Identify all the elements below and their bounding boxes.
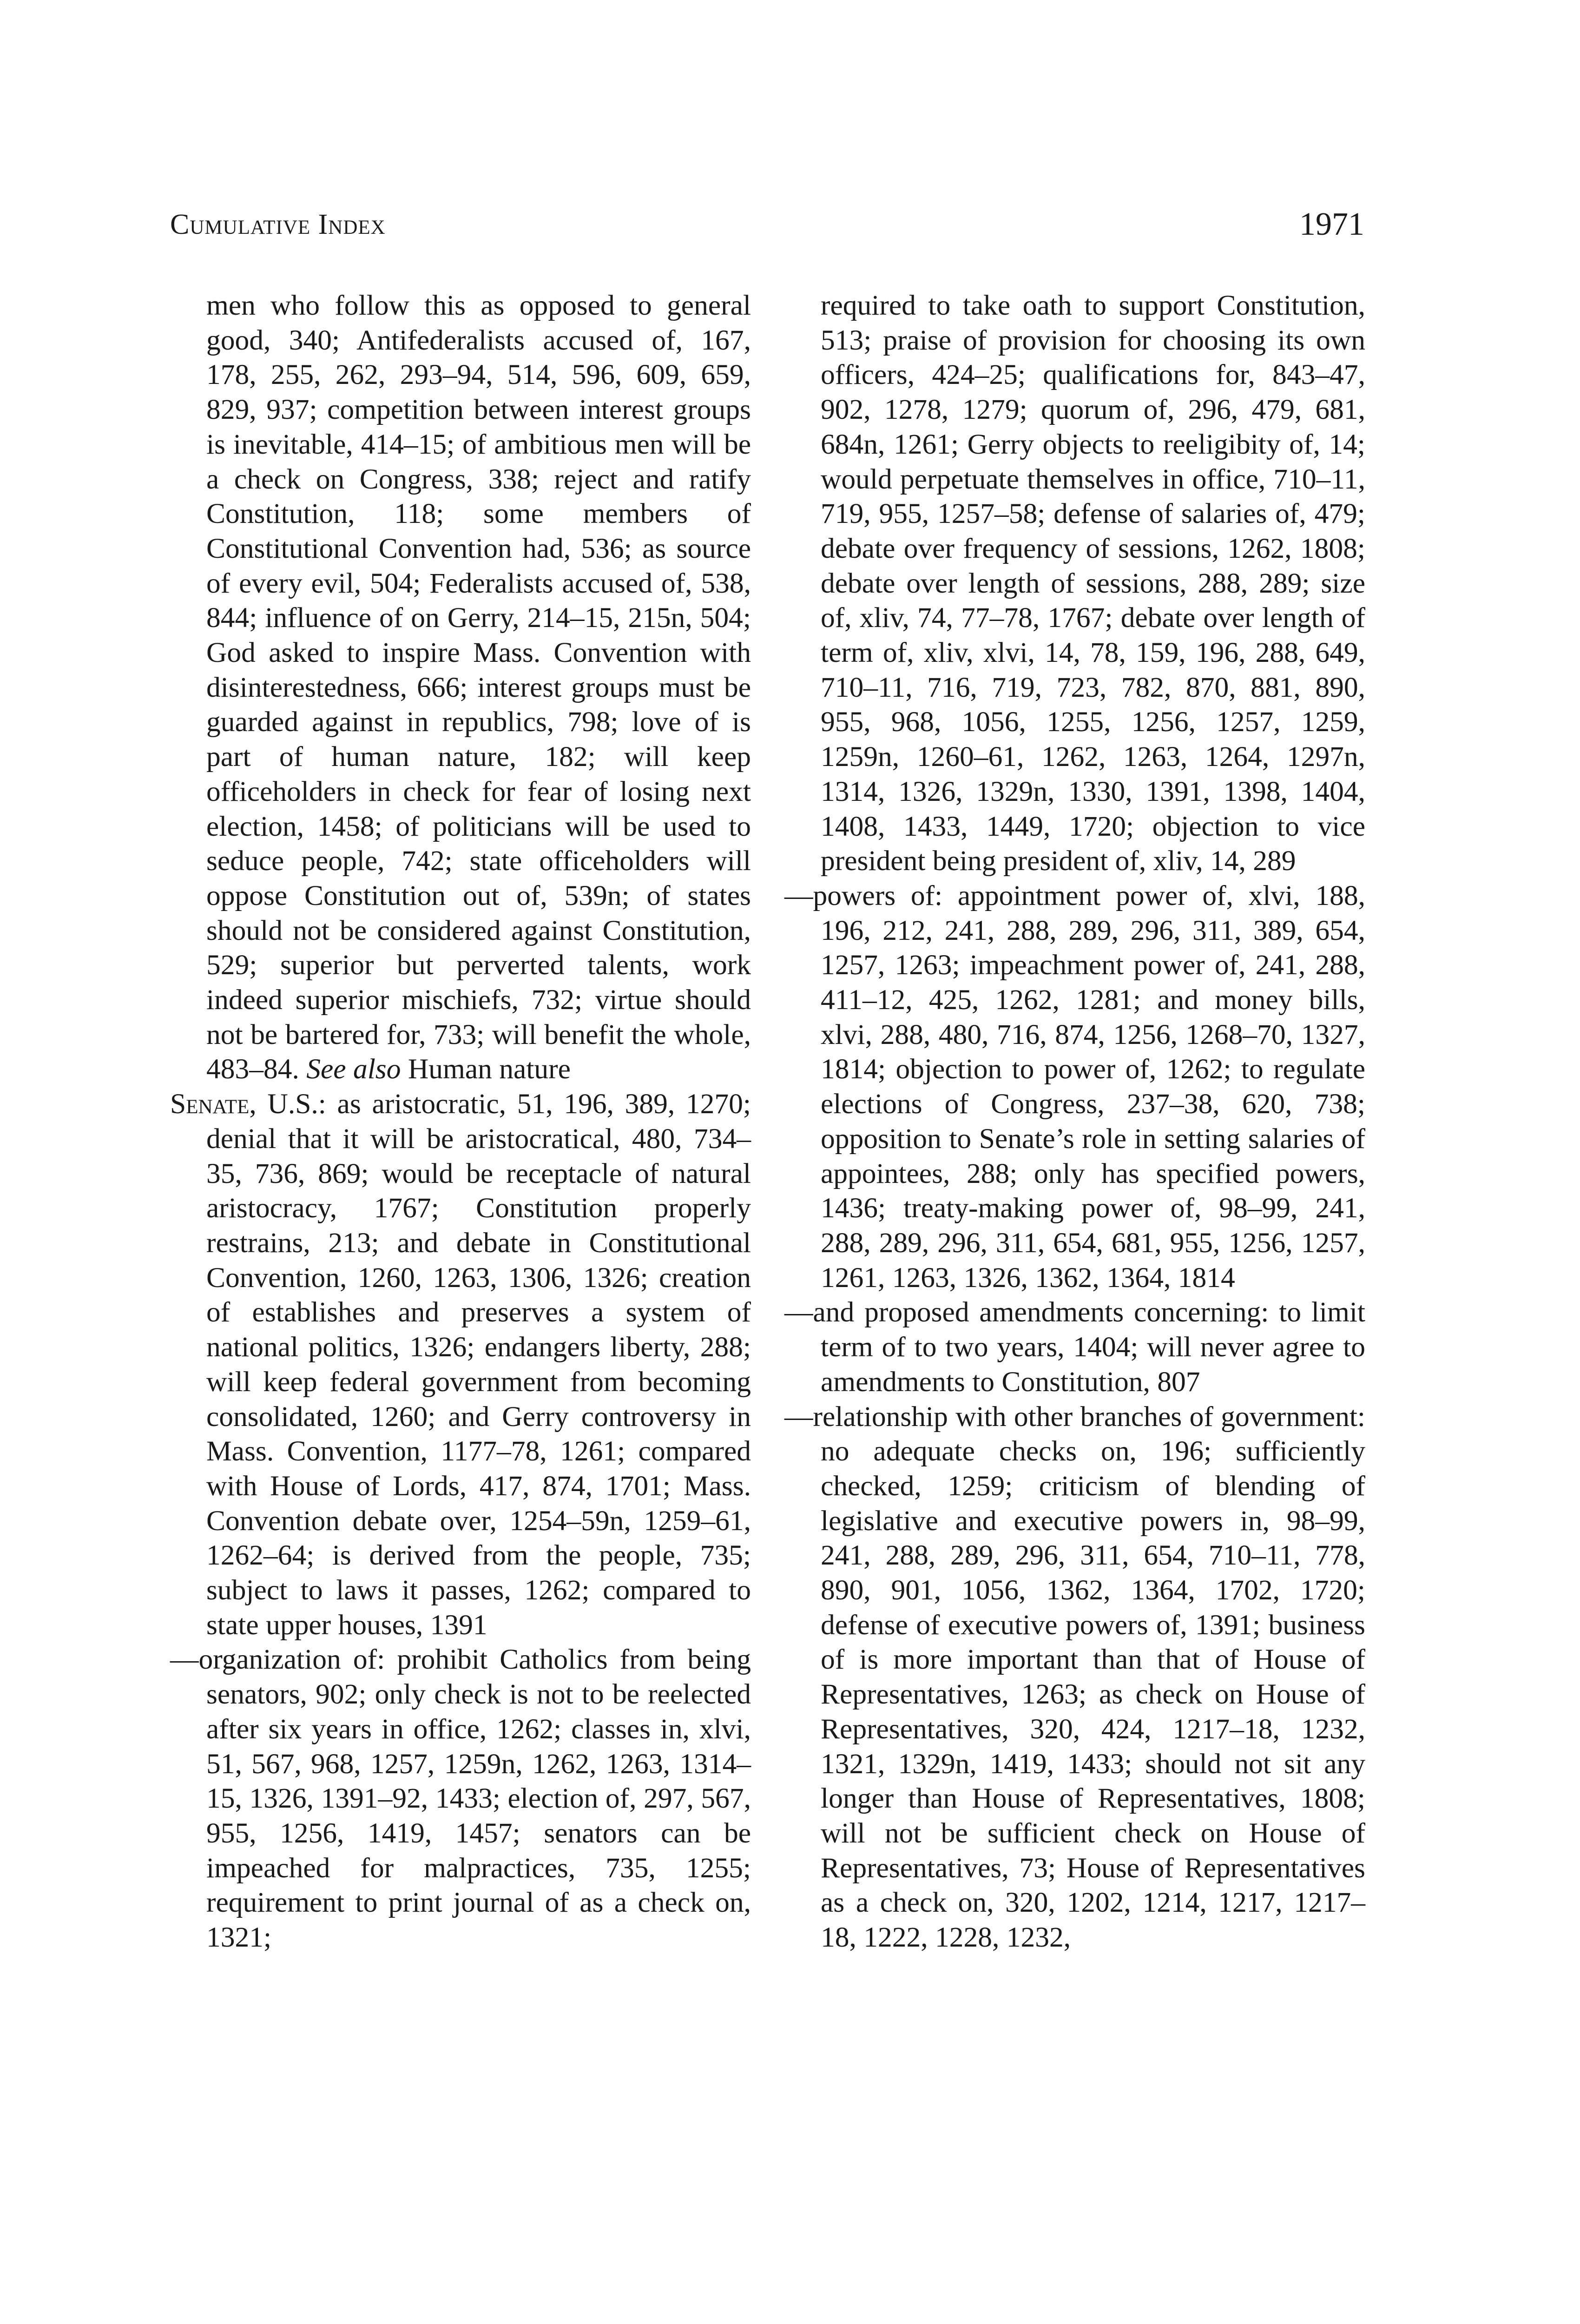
subentry-organization: —organization of: prohibit Catholics from being senators, 902; only check is not to be reelected after six years in office, 1262; classes in, xlvi, 51, 567, 968, 1257, 1259n, 1262, 1263, 1314–15, 1326, 1391–92, 1433; election of, 297, 567, 955, 1256, 1419, 1457; senators can be impeached for malpractices, 735, 1255; requirement to print journal of as a check on, 1321;: [170, 1644, 751, 1954]
index-entry-continuation: [170, 288, 751, 1087]
subentry-amendments: —and proposed amendments concerning: to limit term of to two years, 1404; will never agree to amendments to Constitution, 807: [784, 1296, 1365, 1398]
subentry-powers: —powers of: appointment power of, xlvi, 188, 196, 212, 241, 288, 289, 296, 311, 389, 654, 1257, 1263; impeachment power of, 241, 288, 411–12, 425, 1262, 1281; and money bills, xlvi, 288, 480, 716, 874, 1256, 1268–70, 1327, 1814; objection to power of, 1262; to regulate elections of Congress, 237–38, 620, 738; opposition to Senate’s role in setting salaries of appointees, 288; only has specified powers, 1436; treaty-making power of, 98–99, 241, 288, 289, 296, 311, 654, 681, 955, 1256, 1257, 1261, 1263, 1326, 1362, 1364, 1814: [784, 879, 1365, 1294]
page-number: 1971: [1299, 206, 1364, 242]
entry-headword: Senate: [170, 1088, 250, 1120]
see-also-label: See also: [306, 1053, 401, 1085]
see-also-target: Human nature: [408, 1053, 571, 1085]
page-header: [170, 204, 1364, 245]
running-head-title: Cumulative Index: [170, 209, 386, 240]
continuation-text: men who follow this as opposed to general good, 340; Antifederalists accused of, 167, 178, 255, 262, 293–94, 514, 596, 609, 659, 829, 937; competition between interest groups is inevitable, 414–15; of ambitious men will be a check on Congress, 338; reject and ratify Constitution, 118; some members of Constitutional Convention had, 536; as source of every evil, 504; Federalists accused of, 538, 844; influence of on Gerry, 214–15, 215n, 504; God asked to inspire Mass. Convention with disinterestedness, 666; interest groups must be guarded against in republics, 798; love of is part of human nature, 182; will keep officeholders in check for fear of losing next election, 1458; of politicians will be used to seduce people, 742; state officeholders will oppose Constitution out of, 539n; of states should not be considered against Constitution, 529; superior but perverted talents, work indeed superior mischiefs, 732; virtue should not be bartered for, 733; will benefit the whole, 483–84.: [206, 290, 751, 1085]
entry-text: , U.S.: as aristocratic, 51, 196, 389, 1270; denial that it will be aristocratical, 480, 734–35, 736, 869; would be receptacle of natural aristocracy, 1767; Constitution properly restrains, 213; and debate in Constitutional Convention, 1260, 1263, 1306, 1326; creation of establishes and preserves a system of national politics, 1326; endangers liberty, 288; will keep federal government from becoming consolidated, 1260; and Gerry controversy in Mass. Convention, 1177–78, 1261; compared with House of Lords, 417, 874, 1701; Mass. Convention debate over, 1254–59n, 1259–61, 1262–64; is derived from the people, 735; subject to laws it passes, 1262; compared to state upper houses, 1391: [206, 1088, 751, 1641]
right-column: [784, 288, 1365, 1955]
left-column: [170, 288, 751, 1955]
subentry-relationship: —relationship with other branches of government: no adequate checks on, 196; sufficiently checked, 1259; criticism of blending of legislative and executive powers in, 98–99, 241, 288, 289, 296, 311, 654, 710–11, 778, 890, 901, 1056, 1362, 1364, 1702, 1720; defense of executive powers of, 1391; business of is more important than that of House of Representatives, 1263; as check on House of Representatives, 320, 424, 1217–18, 1232, 1321, 1329n, 1419, 1433; should not sit any longer than House of Representatives, 1808; will not be sufficient check on House of Representatives, 73; House of Representatives as a check on, 320, 1202, 1214, 1217, 1217–18, 1222, 1228, 1232,: [784, 1400, 1365, 1954]
index-entry-senate: [170, 1087, 751, 1642]
index-entry-continuation: required to take oath to support Constitution, 513; praise of provision for choosing its own officers, 424–25; qualifications for, 843–47, 902, 1278, 1279; quorum of, 296, 479, 681, 684n, 1261; Gerry objects to reeligibity of, 14; would perpetuate themselves in office, 710–11, 719, 955, 1257–58; defense of salaries of, 479; debate over frequency of sessions, 1262, 1808; debate over length of sessions, 288, 289; size of, xliv, 74, 77–78, 1767; debate over length of term of, xliv, xlvi, 14, 78, 159, 196, 288, 649, 710–11, 716, 719, 723, 782, 870, 881, 890, 955, 968, 1056, 1255, 1256, 1257, 1259, 1259n, 1260–61, 1262, 1263, 1264, 1297n, 1314, 1326, 1329n, 1330, 1391, 1398, 1404, 1408, 1433, 1449, 1720; objection to vice president being president of, xliv, 14, 289: [821, 290, 1365, 877]
